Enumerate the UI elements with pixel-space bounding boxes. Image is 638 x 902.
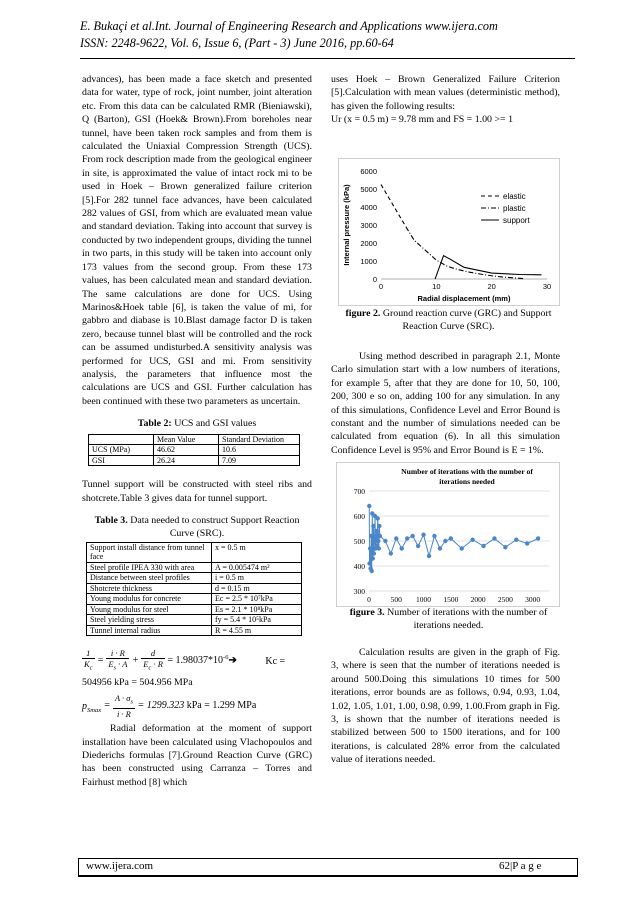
data-point <box>374 529 378 533</box>
right-paragraph-3: Calculation results are given in the graph of Fig. 3, where is seen that the number of iterations needed is around 500.Doing this simulations 10 times for 500 iterations, error bounds are as follows, 0.94, 0.93, 1.04, 1.02, 1.05, 1.01, 1.00, 0.98, 0.99, 1.00.From graph in Fig. 3, is shown that the number of iterations needed is stabilized between 500 to 1500 iterations, and for 100 iterations, is calculated 28% error from the calculated value of iterations needed. <box>331 647 560 766</box>
table3-row <box>87 562 302 573</box>
data-point <box>394 536 398 540</box>
data-point <box>481 544 485 548</box>
table3-caption-text: Data needed to construct Support Reaction Curve (SRC). <box>127 515 300 540</box>
table2-caption-text: UCS and GSI values <box>171 418 257 430</box>
table2-cell: UCS (MPa) <box>89 445 154 456</box>
data-point <box>369 534 373 538</box>
data-point <box>383 539 387 543</box>
header-divider <box>80 58 575 59</box>
x-tick-label: 2000 <box>470 595 486 604</box>
table2-cell: GSI <box>89 455 154 466</box>
y-tick-label: 500 <box>353 537 365 546</box>
eq1-fraction-steel: $\frac{i \cdot R}{E_s \cdot A}$ <box>108 648 128 673</box>
data-point <box>400 546 404 550</box>
table3-cell: i = 0.5 m <box>212 573 302 584</box>
table3-cell: Distance between steel profiles <box>87 573 212 584</box>
eq1-exponent: -6 <box>223 654 229 662</box>
table3-cell: Steel yielding stress <box>87 615 212 626</box>
legend-label-support: support <box>503 216 530 225</box>
table2-cell: 10.6 <box>219 445 300 456</box>
x-tick-label: 500 <box>390 595 402 604</box>
figure-2-caption-text: Ground reaction curve (GRC) and Support Reaction Curve (SRC). <box>380 308 552 332</box>
table3-row <box>87 615 302 626</box>
x-tick-label: 3000 <box>525 595 541 604</box>
table3-cell: x = 0.5 m <box>212 542 302 562</box>
footer-page-number: 62|P a g e <box>499 860 542 872</box>
figure-2-caption-block <box>335 308 562 334</box>
x-tick-label: 20 <box>487 282 496 291</box>
figure-3 <box>336 462 560 607</box>
table3-row <box>87 542 302 562</box>
y-tick-label: 4000 <box>360 203 377 212</box>
table3-cell: Ec = 2.5 * 10⁷kPa <box>212 594 302 605</box>
data-point <box>377 546 381 550</box>
y-tick-label: 2000 <box>360 239 377 248</box>
equation-max-pressure: $p_{Smax}$ = $\frac{A \cdot \sigma_s}{i \cdot R}$ = 1299.323 kPa = 1.299 MPa <box>82 693 257 720</box>
header-line-2: ISSN: 2248-9622, Vol. 6, Issue 6, (Part - 3) June 2016, pp.60-64 <box>80 36 394 50</box>
data-point <box>449 536 453 540</box>
y-tick-label: 300 <box>353 587 365 596</box>
legend-label-elastic: elastic <box>503 192 526 201</box>
journal-header <box>80 18 580 52</box>
table3-cell: Young modulus for steel <box>87 604 212 615</box>
table3-cell: Young modulus for concrete <box>87 594 212 605</box>
table2-header-cell: Standard Deviation <box>219 434 300 445</box>
right-column <box>331 73 560 127</box>
table2-caption <box>82 418 312 431</box>
data-point <box>438 546 442 550</box>
header-line-1: E. Bukaçi et al.Int. Journal of Engineering Research and Applications www.ijera.com <box>80 19 498 33</box>
table3-cell: Support install distance from tunnel face <box>87 542 212 562</box>
right-result-line: Ur (x = 0.5 m) = 9.78 mm and FS = 1.00 >= 1 <box>331 114 514 126</box>
right-middle-block <box>331 350 560 457</box>
data-point <box>370 569 374 573</box>
grc-src-chart <box>339 159 559 305</box>
data-point <box>376 539 380 543</box>
table2 <box>88 434 300 467</box>
figure-3-caption-text: Number of iterations with the number of iterations needed. <box>384 607 548 631</box>
table2-row <box>89 455 300 466</box>
left-paragraph-3: Radial deformation at the moment of support installation have been calculated using Vlachopoulos and Diederichs formulas [7].Ground Reaction Curve (GRC) has been constructed using Carranza – Torres and Fairhust method [8] which <box>82 723 312 788</box>
x-tick-label: 2500 <box>497 595 513 604</box>
table3-cell: R = 4.55 m <box>212 625 302 636</box>
data-point <box>443 539 447 543</box>
right-paragraph-2: Using method described in paragraph 2.1, Monte Carlo simulation start with a low numbers of iterations, for example 5, after that they are done for 10, 50, 100, 200, 300 e so on, adding 100 for any simulation. In any of this simulations, Confidence Level and Error Bound is constant and the number of simulations needed can be calculated from equation (6). In all this simulation Confidence Level is 95% and Error Bound is E = 1%. <box>331 351 560 456</box>
data-point <box>405 536 409 540</box>
table3-row <box>87 583 302 594</box>
table2-header-row <box>89 434 300 445</box>
eq1-result: = 1.98037*10 <box>167 655 224 667</box>
figure-3-caption-label: figure 3. <box>349 607 385 618</box>
eq2-unit: kPa = 1.299 MPa <box>186 700 257 712</box>
left-column <box>82 73 312 789</box>
figure-2-caption-label: figure 2. <box>345 308 381 319</box>
y-tick-label: 6000 <box>360 167 377 176</box>
table2-caption-label: Table 2: <box>137 418 172 430</box>
y-tick-label: 5000 <box>360 185 377 194</box>
left-paragraph-1: advances), has been made a face sketch and presented data for water, type of rock, joint number, joint alteration etc. From this data can be calculated RMR (Bieniawski), Q (Barton), GSI (Hoek& Brown).From boreholes near tunnel, have been taken rock samples and from them is calculated the Uniaxial Compression Strength (UCS). From rock description made from the geological engineer in site, is approximated the value of intact rock mi to be used in Hoek – Brown generalized failure criterion [5].For 282 tunnel face advances, have been calculated 282 values of GSI, from which are evaluated mean value and standard deviation. Taking into account that survey is conducted by two independent groups, dividing the tunnel in two parts, in this study will be taken into account only 173 values from the second group. From these 173 values, has been calculated mean and standard deviation. The same calculations are done for UCS. Using Marinos&Hoek table [6], is taken the value of mi, for gabbro and diabase is 10.Blast damage factor D is taken zero, because tunnel blast will be controlled and the rock can be assumed undisturbed.A sensitivity analysis was performed for UCS, GSI and mi. From sensitivity analysis, the parameters that influence most the calculations are UCS and GSI. Further calculation has been continued with these two parameters as uncertain. <box>82 74 312 407</box>
table3-cell: fy = 5.4 * 10⁵kPa <box>212 615 302 626</box>
table2-header-cell <box>89 434 154 445</box>
right-paragraph-1: uses Hoek – Brown Generalized Failure Criterion [5].Calculation with mean values (deterministic method), has given the following results: <box>331 74 560 112</box>
data-point <box>371 556 375 560</box>
right-bottom-block <box>331 646 560 767</box>
eq2-fraction: $\frac{A \cdot \sigma_s}{i \cdot R}$ <box>114 693 133 720</box>
y-tick-label: 400 <box>353 562 365 571</box>
data-point <box>372 551 376 555</box>
table3-row <box>87 604 302 615</box>
table3-caption-label: Table 3. <box>94 515 128 527</box>
data-point <box>470 538 474 542</box>
table3-cell: Tunnel internal radius <box>87 625 212 636</box>
figure-3-caption-block <box>335 607 562 633</box>
data-point <box>368 546 372 550</box>
data-point <box>367 561 371 565</box>
table3-caption <box>82 515 312 541</box>
data-point <box>536 536 540 540</box>
footer-url: www.ijera.com <box>86 860 154 872</box>
data-point <box>416 544 420 548</box>
data-point <box>389 551 393 555</box>
figure-2 <box>338 158 560 306</box>
data-point <box>410 534 414 538</box>
table2-cell: 26.24 <box>154 455 219 466</box>
eq2-result: = 1299.323 <box>137 700 185 712</box>
table2-header-cell: Mean Value <box>154 434 219 445</box>
y-tick-label: 0 <box>372 275 377 284</box>
y-tick-label: 3000 <box>360 221 377 230</box>
y-tick-label: 1000 <box>360 257 377 266</box>
chart-title-line-1: Number of iterations with the number of <box>401 467 533 476</box>
y-axis-title: Internal pressure (kPa) <box>342 184 351 266</box>
data-point <box>378 534 382 538</box>
equation-stiffness: $\frac{1}{K_c}$ = $\frac{i \cdot R}{E_s \cdot A}$ + $\frac{d}{E_c \cdot R}$ = $1.98037*10^{-6}➔$ Kc = <box>84 648 286 673</box>
x-tick-label: 1500 <box>443 595 459 604</box>
data-point <box>525 541 529 545</box>
x-tick-label: 0 <box>378 282 384 291</box>
x-tick-label: 0 <box>367 595 371 604</box>
table2-cell: 7.09 <box>219 455 300 466</box>
x-tick-label: 10 <box>432 282 441 291</box>
eq1-fraction-shotcrete: $\frac{d}{E_c \cdot R}$ <box>143 648 163 673</box>
series-line-plastic <box>406 227 525 279</box>
data-point <box>421 533 425 537</box>
table3-row <box>87 573 302 584</box>
data-point <box>376 516 380 520</box>
data-point <box>427 554 431 558</box>
table3-row <box>87 594 302 605</box>
figure-2-caption <box>335 308 562 334</box>
data-point <box>377 524 381 528</box>
table2-row <box>89 445 300 456</box>
table3 <box>86 542 302 637</box>
chart-title-line-2: iterations needed <box>439 477 495 486</box>
iterations-chart <box>337 463 559 606</box>
table2-cell: 46.62 <box>154 445 219 456</box>
data-point <box>460 546 464 550</box>
data-point <box>503 545 507 549</box>
x-tick-label: 30 <box>542 282 552 291</box>
arrow-icon: ➔ <box>228 655 237 667</box>
data-point <box>372 540 376 544</box>
data-point <box>432 534 436 538</box>
table3-cell: Shotcrete thickness <box>87 583 212 594</box>
left-paragraph-2: Tunnel support will be constructed with steel ribs and shotcrete.Table 3 gives data for tunnel support. <box>82 479 312 504</box>
table3-cell: d = 0.15 m <box>212 583 302 594</box>
data-point <box>374 534 378 538</box>
y-tick-label: 600 <box>353 512 365 521</box>
eq1-line2: 504956 kPa = 504.956 MPa <box>82 677 193 689</box>
data-point <box>514 538 518 542</box>
legend-label-plastic: plastic <box>503 204 526 213</box>
y-tick-label: 700 <box>353 487 365 496</box>
data-point <box>371 524 375 528</box>
figure-3-caption <box>335 607 562 633</box>
table3-cell: Es = 2.1 * 10⁸kPa <box>212 604 302 615</box>
data-point <box>367 504 371 508</box>
x-axis-title: Radial displacement (mm) <box>417 294 511 303</box>
data-point <box>492 536 496 540</box>
table3-row <box>87 625 302 636</box>
table3-cell: A = 0.005474 m² <box>212 562 302 573</box>
x-tick-label: 1000 <box>416 595 432 604</box>
eq1-kc-label: Kc = <box>265 655 286 667</box>
eq1-fraction-kc: $\frac{1}{K_c}$ <box>84 648 93 673</box>
series-line-elastic <box>381 185 406 227</box>
table3-cell: Steel profile IPEA 330 with area <box>87 562 212 573</box>
